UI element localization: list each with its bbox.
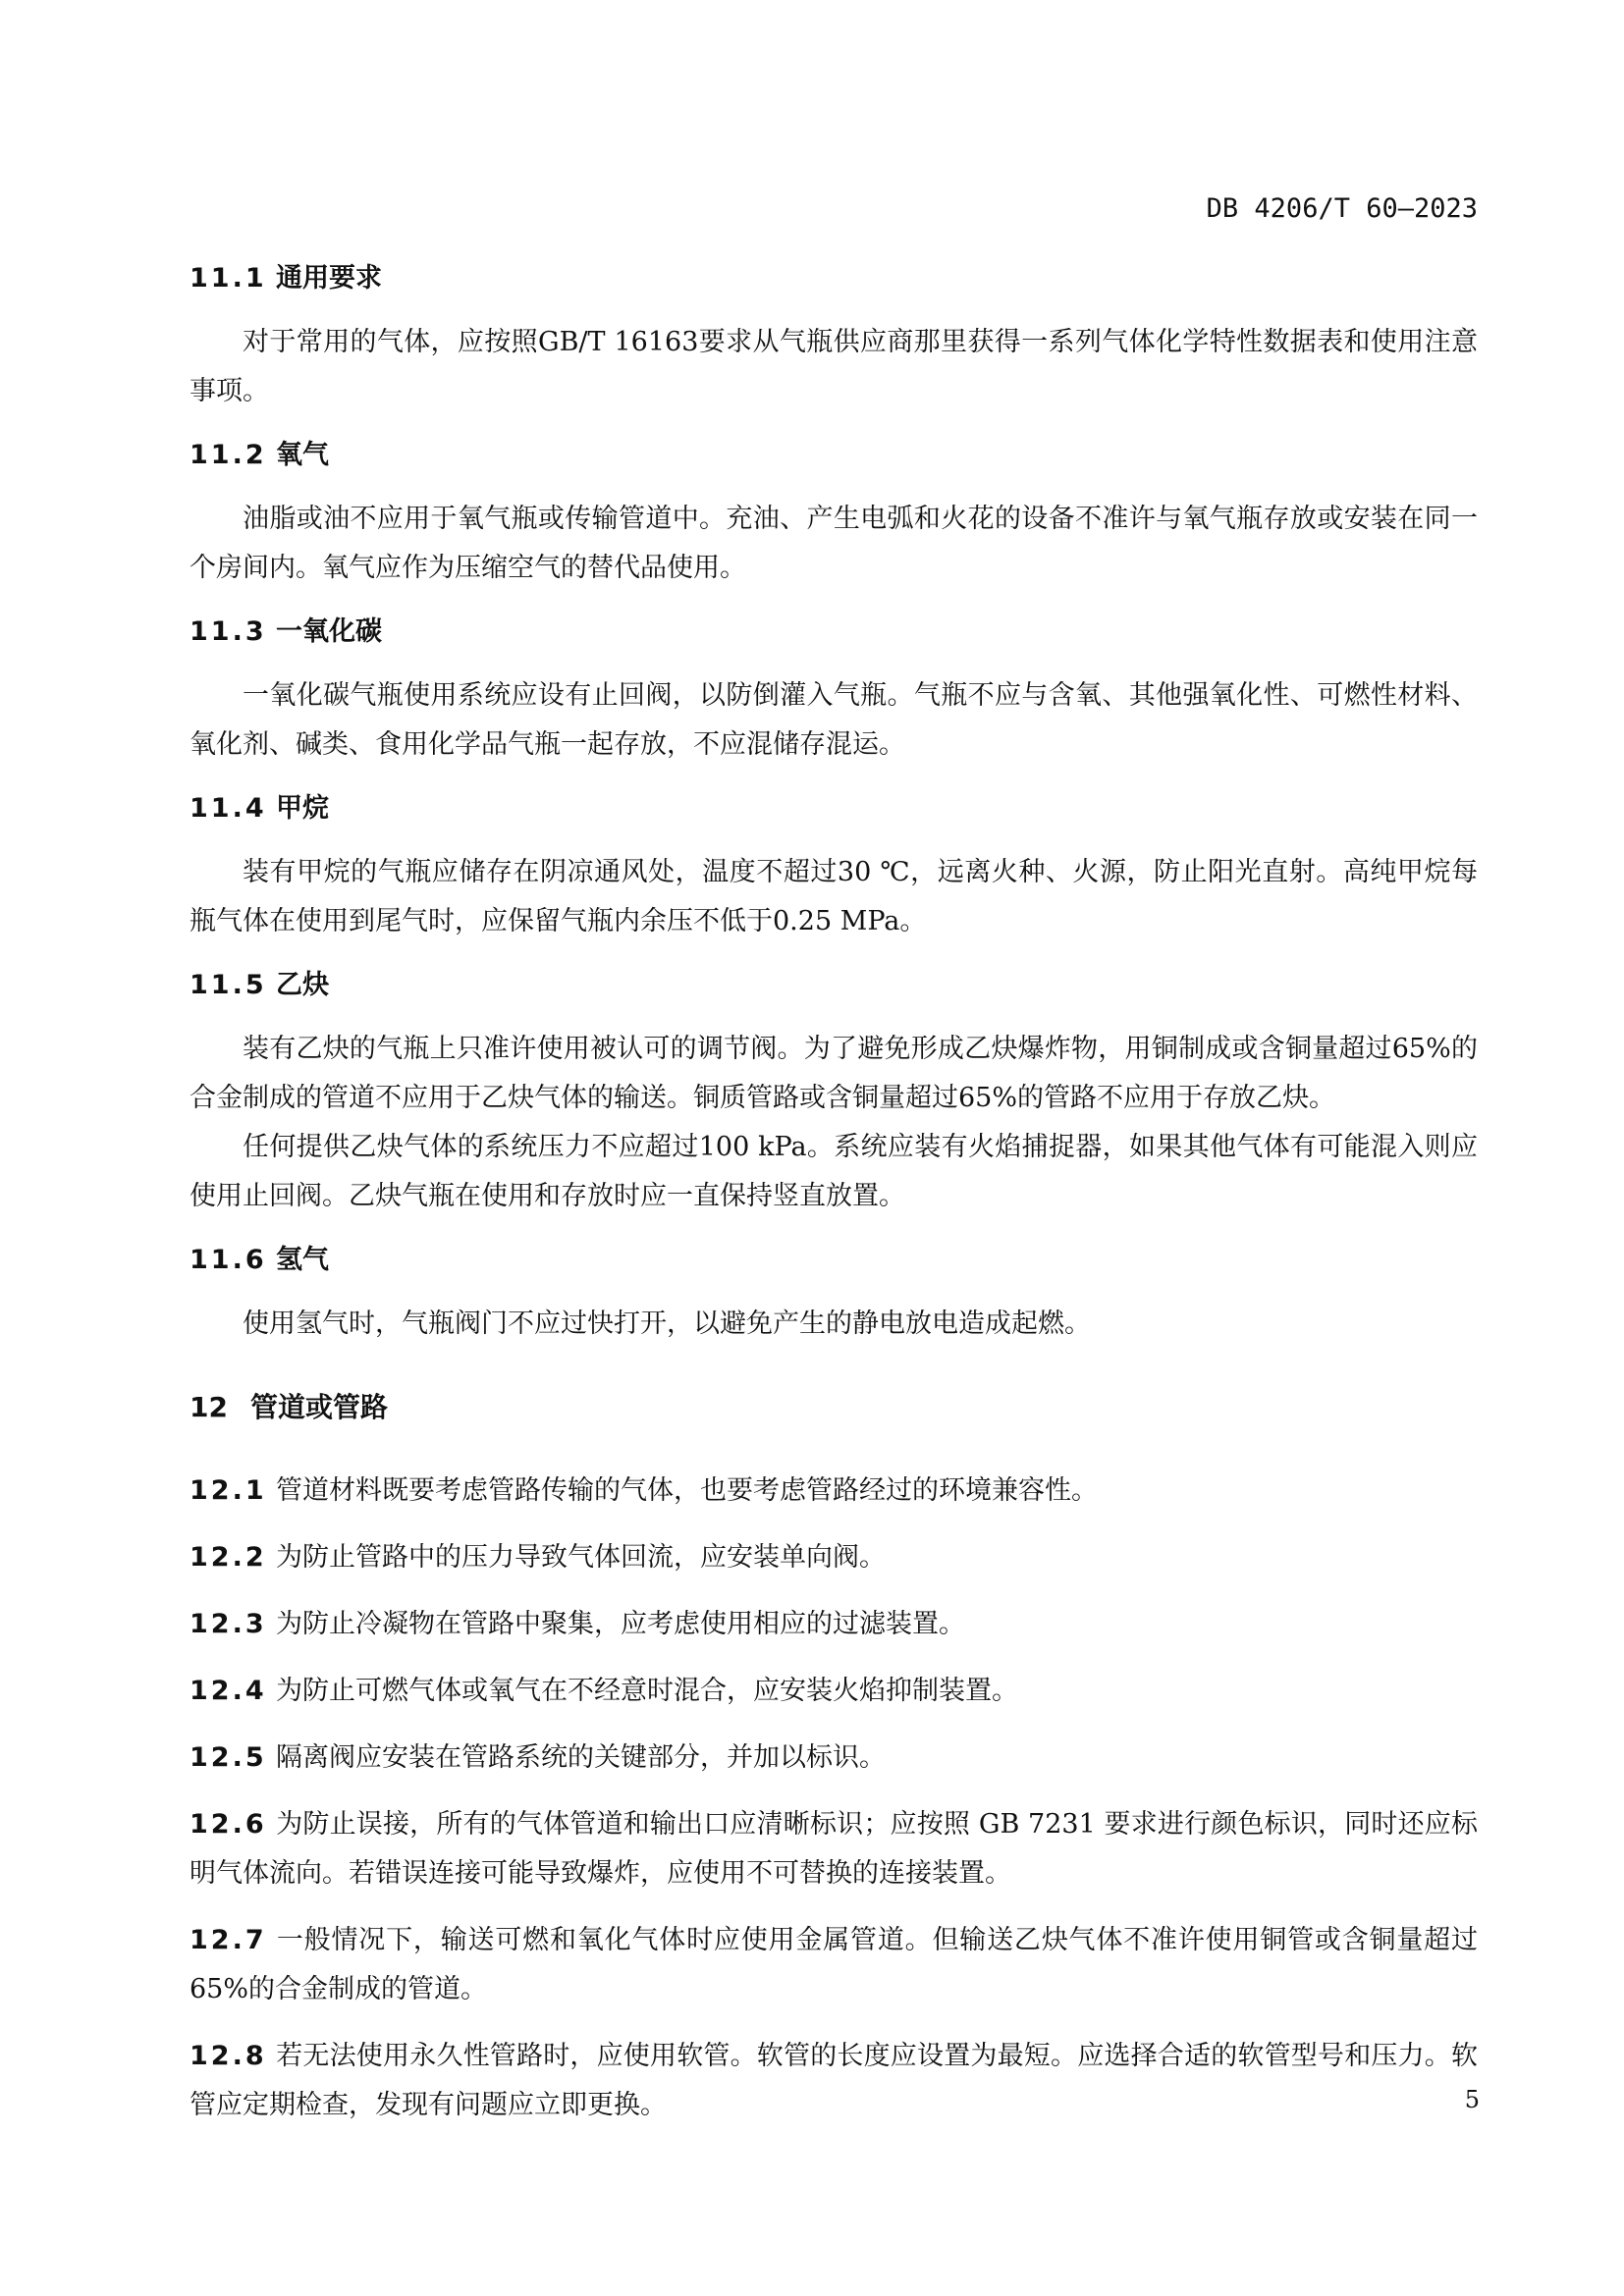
section-number: 11.4 [189, 793, 267, 824]
list-item [189, 1533, 1478, 1582]
paragraph: 一氧化碳气瓶使用系统应设有止回阀，以防倒灌入气瓶。气瓶不应与含氧、其他强氧化性、可燃性材料、氧化剂、碱类、食用化学品气瓶一起存放，不应混储存混运。 [189, 680, 1478, 760]
section-title: 氧气 [276, 440, 329, 470]
section-number: 11.2 [189, 440, 267, 470]
section-heading-11-2 [189, 434, 1478, 477]
paragraph: 使用氢气时，气瓶阀门不应过快打开，以避免产生的静电放电造成起燃。 [243, 1308, 1091, 1339]
paragraph: 装有甲烷的气瓶应储存在阴凉通风处，温度不超过30 ℃，远离火种、火源，防止阳光直射。高纯甲烷每瓶气体在使用到尾气时，应保留气瓶内余压不低于0.25 MPa。 [189, 857, 1478, 936]
item-text: 为防止管路中的压力导致气体回流，应安装单向阀。 [276, 1542, 886, 1573]
item-text: 为防止可燃气体或氧气在不经意时混合，应安装火焰抑制装置。 [276, 1676, 1018, 1706]
item-number: 12.5 [189, 1742, 267, 1773]
item-text: 若无法使用永久性管路时，应使用软管。软管的长度应设置为最短。应选择合适的软管型号和压力。软管应定期检查，发现有问题应立即更换。 [189, 2041, 1478, 2120]
item-number: 12.4 [189, 1676, 267, 1706]
chapter-heading-12 [189, 1386, 1478, 1429]
section-heading-11-6 [189, 1239, 1478, 1282]
list-item [189, 1734, 1478, 1783]
section-title: 一氧化碳 [276, 616, 382, 647]
chapter-title: 管道或管路 [250, 1391, 389, 1423]
section-heading-11-4 [189, 787, 1478, 830]
section-title: 通用要求 [276, 263, 382, 294]
chapter-number: 12 [189, 1391, 228, 1423]
paragraph: 装有乙炔的气瓶上只准许使用被认可的调节阀。为了避免形成乙炔爆炸物，用铜制成或含铜量超过65%的合金制成的管道不应用于乙炔气体的输送。铜质管路或含铜量超过65%的管路不应用于存放乙炔。 [189, 1034, 1478, 1113]
section-number: 11.3 [189, 616, 267, 647]
item-number: 12.6 [189, 1809, 267, 1840]
item-number: 12.8 [189, 2041, 267, 2071]
item-number: 12.2 [189, 1542, 267, 1573]
item-text: 隔离阀应安装在管路系统的关键部分，并加以标识。 [276, 1742, 886, 1773]
list-item [189, 1600, 1478, 1649]
item-number: 12.1 [189, 1475, 267, 1506]
item-text: 为防止误接，所有的气体管道和输出口应清晰标识；应按照 GB 7231 要求进行颜色标识，同时还应标明气体流向。若错误连接可能导致爆炸，应使用不可替换的连接装置。 [189, 1809, 1478, 1889]
section-heading-11-5 [189, 964, 1478, 1007]
item-number: 12.3 [189, 1609, 267, 1639]
paragraph: 对于常用的气体，应按照GB/T 16163要求从气瓶供应商那里获得一系列气体化学特性数据表和使用注意事项。 [189, 327, 1478, 406]
item-text: 一般情况下，输送可燃和氧化气体时应使用金属管道。但输送乙炔气体不准许使用铜管或含铜量超过 65%的合金制成的管道。 [189, 1925, 1478, 2004]
section-title: 乙炔 [276, 970, 329, 1000]
section-number: 11.1 [189, 263, 267, 294]
list-item [189, 1667, 1478, 1716]
section-number: 11.6 [189, 1245, 267, 1275]
item-text: 为防止冷凝物在管路中聚集，应考虑使用相应的过滤装置。 [276, 1609, 965, 1639]
list-item [189, 1467, 1478, 1516]
list-item [189, 2032, 1478, 2130]
paragraph: 任何提供乙炔气体的系统压力不应超过100 kPa。系统应装有火焰捕捉器，如果其他气体有可能混入则应使用止回阀。乙炔气瓶在使用和存放时应一直保持竖直放置。 [189, 1132, 1478, 1211]
item-number: 12.7 [189, 1925, 267, 1955]
section-heading-11-1 [189, 257, 1478, 300]
document-body [189, 257, 1478, 2130]
page-number: 5 [1464, 2086, 1480, 2113]
section-title: 氢气 [276, 1245, 329, 1275]
list-item [189, 1916, 1478, 2014]
section-number: 11.5 [189, 970, 267, 1000]
paragraph: 油脂或油不应用于氧气瓶或传输管道中。充油、产生电弧和火花的设备不准许与氧气瓶存放或安装在同一个房间内。氧气应作为压缩空气的替代品使用。 [189, 504, 1478, 583]
section-title: 甲烷 [276, 793, 329, 824]
item-text: 管道材料既要考虑管路传输的气体，也要考虑管路经过的环境兼容性。 [276, 1475, 1098, 1506]
section-heading-11-3 [189, 611, 1478, 654]
list-item [189, 1800, 1478, 1898]
document-code: DB 4206/T 60—2023 [1206, 193, 1478, 224]
